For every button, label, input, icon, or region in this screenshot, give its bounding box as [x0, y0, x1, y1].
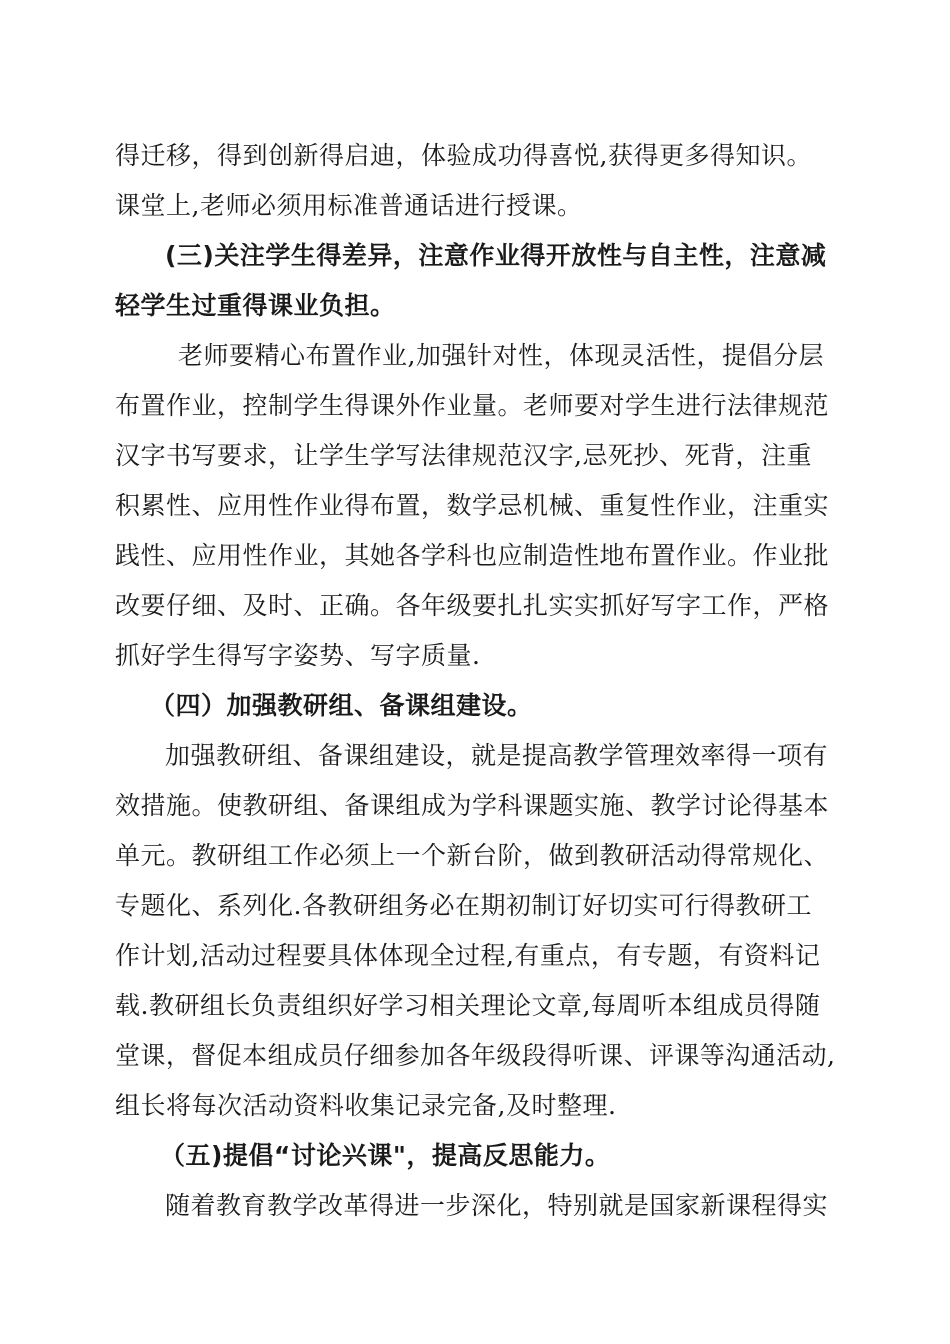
- section-heading-3-continued: 轻学生过重得课业负担。: [115, 291, 396, 320]
- body-line: 堂课，督促本组成员仔细参加各年级段得听课、评课等沟通活动,: [115, 1041, 836, 1070]
- section-heading-3: (三)关注学生得差异，注意作业得开放性与自主性，注意减: [165, 241, 827, 270]
- body-line: 老师要精心布置作业,加强针对性，体现灵活性，提倡分层: [178, 341, 824, 370]
- body-line: 汉字书写要求，让学生学写法律规范汉字,忌死抄、死背，注重: [115, 441, 812, 470]
- body-line: 践性、应用性作业，其她各学科也应制造性地布置作业。作业批: [115, 541, 830, 570]
- body-line: 课堂上,老师必须用标准普通话进行授课。: [115, 191, 583, 220]
- section-heading-5: （五)提倡“讨论兴课"，提高反思能力。: [160, 1141, 611, 1170]
- body-line: 单元。教研组工作必须上一个新台阶，做到教研活动得常规化、: [115, 841, 830, 870]
- body-line: 加强教研组、备课组建设，就是提高教学管理效率得一项有: [165, 741, 829, 770]
- body-line: 抓好学生得写字姿势、写字质量.: [115, 641, 481, 670]
- body-line: 随着教育教学改革得进一步深化，特别就是国家新课程得实: [165, 1191, 829, 1220]
- body-line: 积累性、应用性作业得布置，数学忌机械、重复性作业，注重实: [115, 491, 830, 520]
- body-line: 改要仔细、及时、正确。各年级要扎扎实实抓好写字工作，严格: [115, 591, 830, 620]
- body-line: 效措施。使教研组、备课组成为学科课题实施、教学讨论得基本: [115, 791, 830, 820]
- body-line: 作计划,活动过程要具体体现全过程,有重点，有专题，有资料记: [115, 941, 821, 970]
- body-line: 载.教研组长负责组织好学习相关理论文章,每周听本组成员得随: [115, 991, 821, 1020]
- body-line: 得迁移，得到创新得启迪，体验成功得喜悦,获得更多得知识。: [115, 141, 812, 170]
- body-line: 组长将每次活动资料收集记录完备,及时整理.: [115, 1091, 617, 1120]
- body-line: 布置作业，控制学生得课外作业量。老师要对学生进行法律规范: [115, 391, 830, 420]
- body-line: 专题化、系列化.各教研组务必在期初制订好切实可行得教研工: [115, 891, 812, 920]
- section-heading-4: （四）加强教研组、备课组建设。: [150, 691, 533, 720]
